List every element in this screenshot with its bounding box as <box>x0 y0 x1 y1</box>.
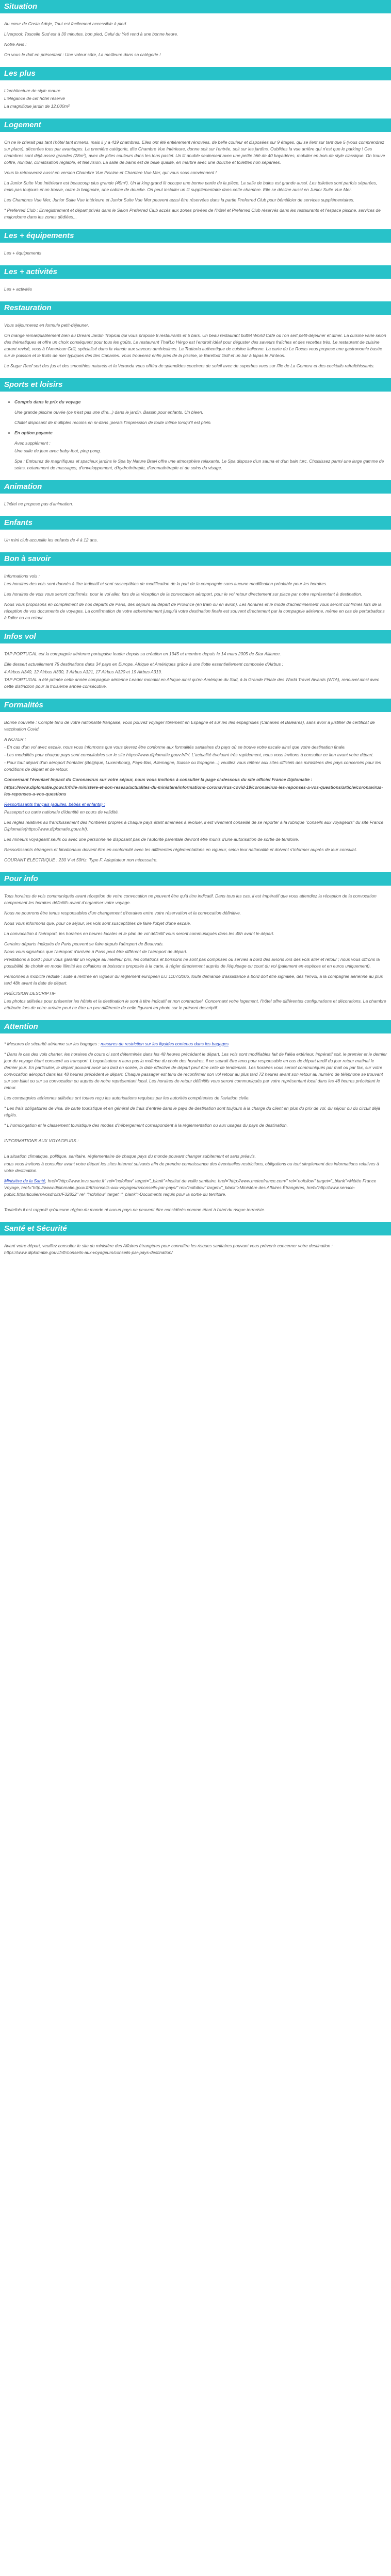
paragraph: Les horaires des vols sont donnés à titre indicatif et sont susceptibles de modification de la part de la compagnie sans aucune modification préalable pour les horaires. <box>4 581 328 586</box>
section-formalites <box>0 719 391 863</box>
section-restauration <box>0 322 391 369</box>
paragraph: L'architecture de style maure <box>4 88 60 93</box>
paragraph: La situation climatique, politique, sanitaire, réglementaire de chaque pays du monde pouvant changer subitement et sans préavis. <box>4 1154 256 1159</box>
list-item-heading: En option payante <box>14 430 53 435</box>
paragraph: Nous ne pourrons être tenus responsables d'un changement d'horaires entre votre réservation et la convocation définitive. <box>4 910 241 916</box>
paragraph: 4 Airbus A340, 12 Airbus A330, 3 Airbus A321, 17 Airbus A320 et 19 Airbus A319. <box>4 669 162 674</box>
paragraph: Les horaires de vols vous seront confirmés, pour le vol aller, lors de la réception de la convocation aéroport, pour le vol retour directement sur place par notre représentant à destination. <box>4 591 363 597</box>
paragraph: * L'homologation et le classement touristique des modes d'hébergement correspondent à la réglementation ou aux usages du pays de destination. <box>4 1123 288 1128</box>
paragraph: Personnes à mobilité réduite : suite à l'entrée en vigueur du règlement européen EU 1107/2006, toute demande d'assistance à bord doit être signalée, dès l'envoi, à la compagnie aérienne au plus tard 48h avant la date de départ. <box>4 974 383 986</box>
section-sante <box>0 1243 391 1256</box>
section-activites <box>0 286 391 293</box>
paragraph: Prestations à bord : pour vous garantir un voyage au meilleur prix, les collations et boissons ne sont pas comprises ou servies à bord des avions lors des vols aller et retour ; nous vous offrons la possibilité de choisir en mode illimité les collations et boissons proposés à la carte, à régler directement auprès de l'équipage ou court du vol (paiement en espèces et en euros uniquement). <box>4 957 380 969</box>
section-equipements <box>0 250 391 257</box>
paragraph: Elle dessert actuellement 75 destinations dans 34 pays en Europe, Afrique et Amériques grâce à une flotte essentiellement composée d'Airbus : <box>4 662 284 667</box>
paragraph: nous vous invitons à consulter avant votre départ les sites Internet suivants afin de prendre connaissance des éventuelles restrictions, obligations ou tout simplement des informations relatives à votre destination. <box>4 1161 379 1173</box>
paragraph: Certains départs indiqués de Paris peuvent se faire depuis l'aéroport de Beauvais. <box>4 941 164 946</box>
section-attention <box>0 1041 391 1213</box>
section-sports <box>0 399 391 471</box>
section-header-equipements: Les + équipements <box>0 229 391 243</box>
paragraph: Les compagnies aériennes utilisées ont toutes reçu les autorisations requises par les autorités compétentes de l'aviation civile. <box>4 1095 250 1100</box>
paragraph: Avec supplément : <box>14 440 51 446</box>
paragraph: Informations vols : <box>4 573 40 579</box>
section-enfants <box>0 537 391 544</box>
paragraph <box>4 801 387 808</box>
paragraph: Un mini club accueille les enfants de 4 à 12 ans. <box>4 537 98 543</box>
paragraph: Concernant l'évenlael Impact du Coronavirus sur votre séjour, nous vous invitons à consulter la page ci-dessous du site officiel France Diplomatie : <box>4 777 313 782</box>
section-header-sports: Sports et loisirs <box>0 378 391 392</box>
list-item <box>14 399 387 405</box>
paragraph: PRÉCISION DESCRIPTIF <box>4 991 56 996</box>
paragraph: Liverpool: Toscelle Sud est à 30 minutes. bon pied, Celui du Yeti rend à une bonne heure. <box>4 31 178 37</box>
section-plus <box>0 88 391 110</box>
paragraph: A NOTER : <box>4 737 26 742</box>
paragraph: Les photos utilisées pour présenter les hôtels et la destination le sont à titre indicatif et non contractuel. Concernant votre logement, l'hôtel offre différentes configurations et décorations. La chambre attribuée lors de votre arrivée peut ne être un peu différente de celle figurant en photo sur le présent descriptif. <box>4 998 386 1010</box>
section-header-logement: Logement <box>0 118 391 132</box>
section-header-enfants: Enfants <box>0 516 391 530</box>
paragraph: TAP PORTUGAL est la compagnie aérienne portugaise leader depuis sa création en 1945 et membre depuis le 14 mars 2005 de Star Alliance. <box>4 651 281 656</box>
section-header-activites: Les + activités <box>0 265 391 279</box>
paragraph: - Pour tout départ d'un aéroport frontalier (Belgique, Luxembourg, Pays-Bas, Allemagne, Suisse ou Espagne...) veuillez vous référer aux sites officiels des ministères des pays concernés pour les conditions de départ et de retour. <box>4 760 381 772</box>
section-infos-vol <box>0 651 391 690</box>
formalites-link[interactable]: Ressortissants français (adultes, bébés et enfants) : <box>4 802 105 807</box>
section-header-pour-info: Pour info <box>0 872 391 886</box>
section-animation <box>0 501 391 507</box>
paragraph: Les mineurs voyageant seuls ou avec une personne ne disposant pas de l'autorité parentale devront être munis d'une autorisation de sortie de territoire. <box>4 837 299 842</box>
paragraph: On mange remarquablement bien au Dream Jardín Tropical qui vous propose 8 restaurants et 5 bars. Un beau restaurant buffet World Café où l'on sert petit-déjeuner et dîner. La cuisine varie selon des thématiques et offre un choix conséquent pour tous les goûts. Le restaurant Thai'Lo Hérgo est l'endroit idéal pour déguster des saveurs fraîches et des recettes très. Le restaurant de cuisine aurant revisé, vous à l'American Grill, spécialisé dans la viande aux saveurs américaines. La Trattoria authentique de cuisine italienne. La carte du Le Rocas vous propose une gastronomie basée sur le poisson et le fruits de mer typiques des îles Canaries. Vous trouverez enfin près de la piscine, le Barefoot Grill et un bar à tapas le Pinteos. <box>4 333 386 358</box>
ministere-sante-link[interactable]: Ministère de la Santé <box>4 1178 45 1183</box>
paragraph: - Les modalités pour chaque pays sont consultables sur le site https://www.diplomatie.gouv.fr/fr/. L'actualité évoluant très rapidement, nous vous invitons à consulter ce lien avant votre départ. <box>4 752 374 757</box>
section-pour-info <box>0 893 391 1011</box>
text: * Mesures de sécurité aérienne sur les bagages : <box>4 1041 101 1046</box>
paragraph: https://www.diplomatie.gouv.fr/fr/le-ministere-et-son-reseau/actualites-du-ministere/informations-coronavirus-covid-19/coronavirus-les-reponses-a-vos-questions/article/coronavirus-les-reponses-a-vos-questions <box>4 785 383 796</box>
paragraph: La convocation à l'aéroport, les horaires en heures locales et le plan de vol définitif vous seront communiqués dans les 48h avant le départ. <box>4 931 274 936</box>
paragraph <box>4 1041 387 1047</box>
paragraph: * Les frais obligatoires de visa, de carte touristique et en général de frais d'entrée dans le pays de destination sont toujours à la charge du client en plus du prix de vol, du séjour ou du circuit déjà réglés. <box>4 1106 380 1117</box>
paragraph: La Junior Suite Vue Intérieure est beaucoup plus grande (45m²). Un lit king grand lit occupe une bonne partie de la pièce. La salle de bains est grande aussi. Les toilettes sont parfois séparées, mais pas toujours et on trouve, outre la baignoire, une cabine de douche. On peut installer un lit supplémentaire dans cette chambre. Elle se décline aussi en Junior Suite Vue Mer. <box>4 180 378 192</box>
paragraph: Tous horaires de vols communiqués avant réception de votre convocation ne peuvent être qu'à titre indicatif. Dans tous les cas, il est impératif que vous attendiez la réception de la convocation comprenant les horaires définitifs avant d'organiser votre voyage. <box>4 893 377 905</box>
list-item-heading: Compris dans le prix du voyage <box>14 399 81 404</box>
section-header-infos-vol: Infos vol <box>0 630 391 643</box>
paragraph-heading: INFORMATIONS AUX VOYAGEURS : <box>4 1138 79 1143</box>
section-header-attention: Attention <box>0 1020 391 1033</box>
paragraph: Vous séjournerez en formule petit-déjeuner. <box>4 323 89 328</box>
paragraph: Chiltel disposant de multiples recoins en ni-dans ;perais l'impression de toute intime lorsqu'il est plein. <box>14 420 212 425</box>
paragraph: Les + activités <box>4 286 32 292</box>
sports-list <box>4 430 387 436</box>
section-header-restauration: Restauration <box>0 301 391 315</box>
paragraph: Bonne nouvelle : Compte tenu de votre nationalité française, vous pouvez voyager librement en Espagne et sur les îles espagnoles (Canaries et Baléares), sans avoir à justifier de certificat de vaccination Covid. <box>4 720 375 732</box>
paragraph: On vous le doit en présentant : Une valeur sûre, La meilleure dans sa catégorie ! <box>4 52 161 57</box>
paragraph: Une grande piscine ouvée (ce n'est pas une dire...) dans le jardin. Bassin pour enfants. Un bleen. <box>14 410 203 415</box>
paragraph: Au cœur de Costa Adeje, Tout est facilement accessible à pied. <box>4 21 127 26</box>
paragraph: L'hôtel ne propose pas d'animation. <box>4 501 73 506</box>
paragraph: Une salle de jeux avec baby-foot, ping pong. <box>14 448 101 453</box>
paragraph: Toutefois il est rappelé qu'aucune région du monde ni aucun pays ne peuvent être considérés comme étant à l'abri du risque terroriste. <box>4 1207 266 1212</box>
section-header-formalites: Formalités <box>0 699 391 712</box>
paragraph: Nous vous proposons en complément de nos départs de Paris, des séjours au départ de Province (en train ou en avion). Les horaires et le mode d'acheminement vous seront confirmés lors de la réception de vos documents de voyages. La confirmation de votre acheminement jusqu'à votre destination finale est souvent directement par la compagnie aérienne, même en cas de perturbations à l'aller ou au retour. <box>4 602 385 620</box>
paragraph: Nous vous informons que, pour ce séjour, les vols sont susceptibles de faire l'objet d'une escale. <box>4 921 191 926</box>
paragraph: - En cas d'un vol avec escale, nous vous informons que vous devrez être conforme aux formalités sanitaires du pays où se trouve votre escale ainsi que votre destination finale. <box>4 744 346 750</box>
paragraph: COURANT ELECTRIQUE : 230 V et 50Hz. Type F. Adaptateur non nécessaire. <box>4 857 158 862</box>
paragraph: On ne le crierait pas tant l'hôtel tant inmens, mais il y a 419 chambres. Elles ont été entièrement rénovées, de belle couleur et disposées sur 9 étages, qui se lient sur tant que 5 (vous comprendrez sur place), décorées tous par avantages. La première catégorie, dite Chambre Vue Intérieure, donne soit sur l'entrée, soit sur les jardins. Oubliées la vue arrière qui n'est que le parking ! Ces chambres sont déjà assez grandes (28m²), avec de jolies couleurs dans les tons pastel. Un lit double seulement avec une petite télé de 40 bayadères, mobilier en bois de style classique. On trouve coffre, minibar, climatisation réglable, et télévision. La salle de bains est de belle qualité, en marbre avec une douche et toilettes non séparées. <box>4 140 385 165</box>
section-header-sante: Santé et Sécurité <box>0 1222 391 1235</box>
section-logement <box>0 139 391 221</box>
paragraph: * Dans le cas des vols charter, les horaires de cours ci sont déterminés dans les 48 heures précédant le départ. Les vols sont modifiables fait de l'aléa extérieur, Impératif soit, le premier et le dernier jour du voyage étant consacré au transport. L'organisateur n'aura pas la maîtrise du choix des horaires, il ne saurait être tenu pour responsable en cas de départ tardif du jour retour matinal le dernier jour. En particulier, le départ pouvant avoir lieu tard en soirée, la date effective de départ peut être celle de lendemain. Les horaires vous seront communiqués par mail ou par fax, sur votre convocation aéroport dans les 48 heures précédent le départ. Chaque passager est tenu de reconfirmer son vol retour au plus tard 72 heures avant son retour au numéro de téléphone se trouvant sur son billet ou sur sa convocation ou auprès de notre représentant local. Les horaires de retour définitifs vous seront communiqués par votre représentant local dans les 48 heures précédant le retour. <box>4 1052 387 1090</box>
section-bon-a-savoir <box>0 573 391 621</box>
paragraph: Le Sugar Reef sert des jus et des smoothies naturels et la Veranda vous offrira de splendides couchers de soleil avec de superbes vues sur l'île de La Gomera et des cocktails rafraîchissants. <box>4 363 375 368</box>
paragraph: Les Chambres Vue Mer, Junior Suite Vue Intérieure et Junior Suite Vue Mer peuvent aussi être réservées dans la partie Preferred Club pour bénéficier de services supplémentaires. <box>4 197 354 202</box>
paragraph: Avant votre départ, veuillez consulter le site du ministère des Affaires étrangères pour connaître les risques sanitaires pouvant vous prévenir concerner votre destination : https://www.diplomatie.gouv.fr/fr/conseils-aux-voyageurs/conseils-par-pays-destination/ <box>4 1243 333 1255</box>
section-header-animation: Animation <box>0 480 391 494</box>
text: , href="http://www.invs.sante.fr" rel="nofollow" target="_blank">Institut de veille sanitaire, href="http://www.meteofrance.com/" rel="nofollow" target="_blank">Météo France Voyage, href="http://www.diplomatie.gouv.fr/fr/conseils-aux-voyageurs/conseils-par-pays/" rel="nofollow" target="_blank">Ministère des Affaires Étrangères, href="http://www.service-public.fr/particuliers/vosdroits/F32822" rel="nofollow" target="_blank">Documents requis pour la sortie du territoire. <box>4 1178 377 1197</box>
paragraph: L'élégance de cet hôtel réservé <box>4 96 65 101</box>
paragraph: Les + équipements <box>4 250 42 256</box>
liquids-restriction-link[interactable]: mesures de restriction sur les liquides contenus dans les bagages <box>101 1041 229 1046</box>
section-header-bon-a-savoir: Bon à savoir <box>0 552 391 566</box>
paragraph: * Preferred Club : Enregistrement et départ privés dans le Salon Preferred Club accès aux zones privées de l'hôtel et Preferred Club réservés dans les restaurants et l'espace piscine, services de majordome dans les zones dédiées... <box>4 208 381 219</box>
paragraph: Notre Avis : <box>4 42 27 47</box>
paragraph: Les règles relatives au franchissement des frontières propres à chaque pays étant amenées à évoluer, il est vivement conseillé de se reporter à la rubrique "conseils aux voyageurs" du site France Diplomatie(https://www.diplomatie.gouv.fr/). <box>4 820 384 832</box>
paragraph: Passeport ou carte nationale d'identité en cours de validité. <box>4 809 119 815</box>
paragraph: Nous vous signalons que l'aéroport d'arrivée à Paris peut être différent de l'aéroport de départ. <box>4 949 187 954</box>
section-header-situation: Situation <box>0 0 391 13</box>
paragraph: Spa : Entourez de magnifiques et spacieux jardins le Spa by Nature Bravi offre une atmosphère relaxante. Le Spa dispose d'un sauna et d'un bain turc. Choisissez parmi une large gamme de soins, notamment de massages, d'enveloppement, d'hydrothérapie, d'aromathérapie et de soins du visage. <box>14 459 384 470</box>
paragraph <box>4 1178 387 1198</box>
section-situation <box>0 21 391 58</box>
paragraph: Ressortissants étrangers et binationaux doivent être en conformité avec les différentes réglementations en vigueur, selon leur nationalité et doivent s'informer auprès de leur consulat. <box>4 847 357 852</box>
list-item <box>14 430 387 436</box>
paragraph: Vous la retrouverez aussi en version Chambre Vue Piscine et Chambre Vue Mer, qui vous sous conviennent ! <box>4 170 217 175</box>
paragraph: La magnifique jardin de 12.000m² <box>4 104 70 109</box>
paragraph: TAP PORTUGAL a été primée cette année compagnie aérienne Leader mondial en Afrique ainsi qu'en Amérique du Sud, à la Grande Finale des World Travel Awards (WTA), renouvel ainsi avec cette distinction pour la troisième année consécutive. <box>4 677 380 689</box>
sports-list <box>4 399 387 405</box>
section-header-plus: Les plus <box>0 67 391 80</box>
